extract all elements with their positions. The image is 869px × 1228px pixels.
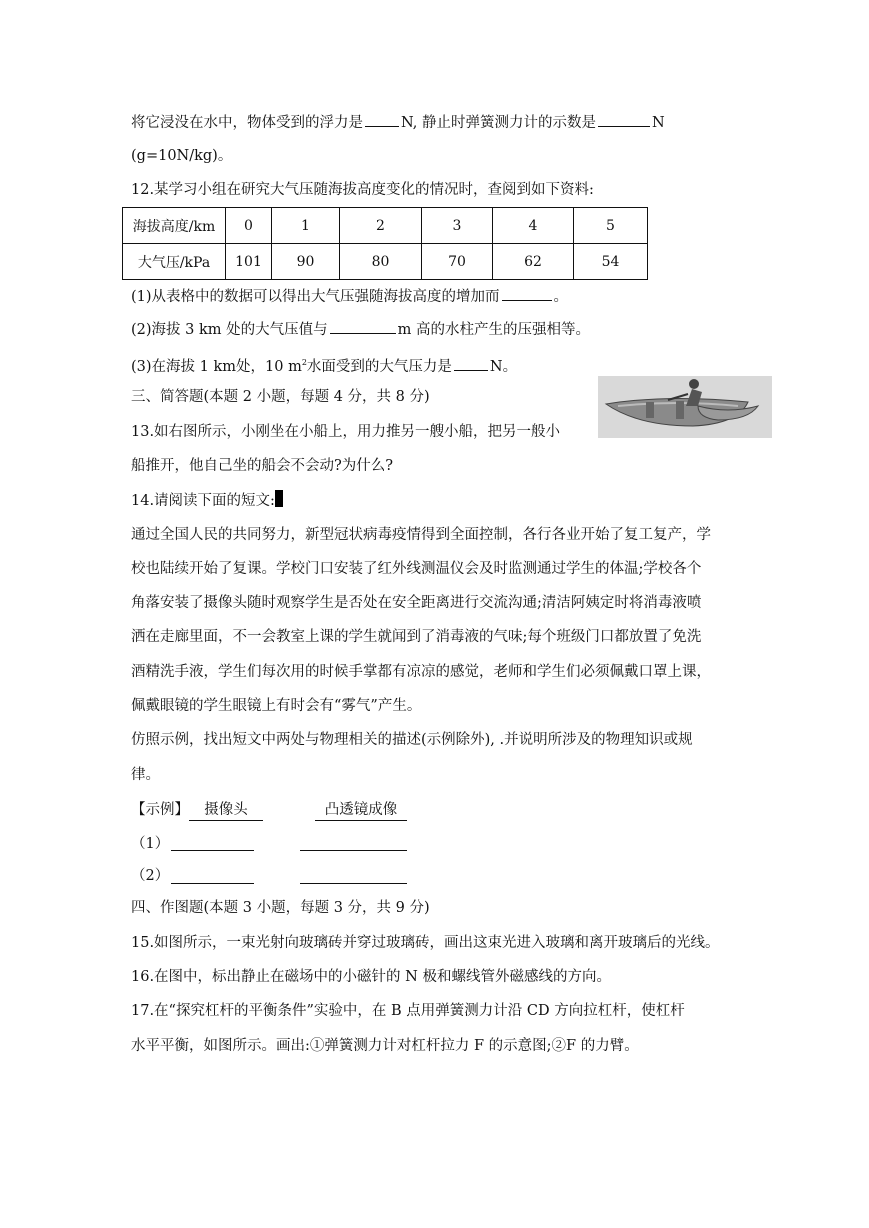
- superscript-2: 2: [301, 358, 307, 367]
- table-cell: 1: [272, 208, 340, 244]
- passage-line-1: 通过全国人民的共同努力，新型冠状病毒疫情得到全面控制，各行各业开始了复工复产，学: [131, 527, 711, 543]
- answer-1-label: （1）: [131, 836, 170, 852]
- q17-line-2: 水平平衡，如图所示。画出:①弹簧测力计对杠杆拉力 F 的示意图;②F 的力臂。: [131, 1038, 639, 1054]
- q12-sub3-blank[interactable]: [454, 356, 488, 371]
- table-cell: 70: [422, 244, 493, 280]
- q12-sub3-text-b: 水面受到的大气压力是: [306, 359, 452, 375]
- pressure-altitude-table: [122, 207, 648, 280]
- passage-line-4: 洒在走廊里面，不一会教室上课的学生就闻到了消毒液的气味;每个班级门口都放置了免洗: [131, 629, 702, 645]
- table-cell: 5: [574, 208, 648, 244]
- instruction-line-2: 律。: [131, 767, 160, 783]
- example-description: [189, 800, 263, 821]
- answer-2-knowledge-blank[interactable]: [300, 883, 407, 884]
- q12-sub3-end: N。: [489, 359, 518, 375]
- example-knowledge: [315, 800, 407, 821]
- table-header-pressure: 大气压/kPa: [123, 244, 226, 280]
- q12-sub1-text: (1)从表格中的数据可以得出大气压强随海拔高度的增加而: [131, 289, 500, 305]
- q11-line-2: [131, 146, 232, 166]
- q12-sub3-text: (3)在海拔 1 km处，10 m: [131, 359, 302, 375]
- instruction-line-1: 仿照示例，找出短文中两处与物理相关的描述(示例除外), .并说明所涉及的物理知识或规: [131, 732, 693, 748]
- q12-sub1-blank[interactable]: [502, 286, 552, 301]
- text-cursor: [275, 490, 283, 507]
- example-knowledge-text: 凸透镜成像: [324, 802, 398, 818]
- q11-note: (g=10N/kg)。: [131, 148, 233, 164]
- section4-title: 四、作图题(本题 3 小题，每题 3 分，共 9 分): [131, 900, 430, 916]
- table-cell: 80: [340, 244, 422, 280]
- q13-line-1: 13.如右图所示，小刚坐在小船上，用力推另一艘小船，把另一般小: [131, 424, 561, 440]
- answer-2-label: （2）: [131, 868, 170, 884]
- q12-sub2-text: (2)海拔 3 km 处的大气压值与: [131, 322, 328, 338]
- table-cell: 2: [340, 208, 422, 244]
- example-knowledge-box: [315, 800, 407, 821]
- table-row-pressure: [123, 244, 648, 280]
- q12-sub2-blank[interactable]: [330, 319, 396, 334]
- q11-line-1: [131, 112, 665, 133]
- q12-stem: 12.某学习小组在研究大气压随海拔高度变化的情况时，查阅到如下资料:: [131, 182, 594, 198]
- passage-line-5: 酒精洗手液，学生们每次用的时候手掌都有凉凉的感觉，老师和学生们必须佩戴口罩上课，: [131, 664, 711, 680]
- q13-line-2: 船推开，他自己坐的船会不会动?为什么?: [131, 458, 394, 474]
- example-description-text: 摄像头: [204, 802, 248, 818]
- answer-1-knowledge-blank[interactable]: [300, 850, 407, 851]
- table-cell: 3: [422, 208, 493, 244]
- q14-title-text: 14.请阅读下面的短文:: [131, 493, 275, 509]
- passage-line-2: 校也陆续开始了复课。学校门口安装了红外线测温仪会及时监测通过学生的体温;学校各个: [131, 561, 702, 577]
- table-row-altitude: [123, 208, 648, 244]
- passage-line-6: 佩戴眼镜的学生眼镜上有时会有“雾气”产生。: [131, 698, 422, 714]
- answer-2-desc-blank[interactable]: [171, 883, 254, 884]
- table-cell: 4: [493, 208, 574, 244]
- q17-line-1: 17.在“探究杠杆的平衡条件”实验中，在 B 点用弹簧测力计沿 CD 方向拉杠杆，使杠杆: [131, 1003, 685, 1019]
- table-cell: 101: [226, 244, 272, 280]
- q11-text-c: N: [651, 115, 665, 131]
- q12-sub2-end: m 高的水柱产生的压强相等。: [397, 322, 590, 338]
- q11-text-a: 将它浸没在水中，物体受到的浮力是: [131, 115, 363, 131]
- q11-blank-reading[interactable]: [598, 112, 650, 127]
- q12-sub1: [131, 286, 568, 307]
- table-cell: 90: [272, 244, 340, 280]
- boat-illustration: [598, 376, 772, 438]
- example-label: 【示例】: [131, 802, 189, 818]
- q15: 15.如图所示，一束光射向玻璃砖并穿过玻璃砖，画出这束光进入玻璃和离开玻璃后的光线。: [131, 935, 720, 951]
- passage-line-3: 角落安装了摄像头随时观察学生是否处在安全距离进行交流沟通;清洁阿姨定时将消毒液喷: [131, 595, 702, 611]
- q16: 16.在图中，标出静止在磁场中的小磁针的 N 极和螺线管外磁感线的方向。: [131, 969, 611, 985]
- table-cell: 54: [574, 244, 648, 280]
- q11-blank-buoyancy[interactable]: [365, 112, 399, 127]
- q12-sub2: [131, 319, 590, 340]
- section3-title: 三、简答题(本题 2 小题，每题 4 分，共 8 分): [131, 389, 430, 405]
- q14-title: [131, 490, 283, 511]
- answer-1-desc-blank[interactable]: [171, 850, 254, 851]
- table-cell: 62: [493, 244, 574, 280]
- table-header-altitude: 海拔高度/km: [123, 208, 226, 244]
- q12-sub3: [131, 353, 517, 377]
- q12-sub1-end: 。: [553, 289, 569, 305]
- example-row: [131, 800, 263, 821]
- table-cell: 0: [226, 208, 272, 244]
- q11-text-b: N, 静止时弹簧测力计的示数是: [401, 115, 596, 131]
